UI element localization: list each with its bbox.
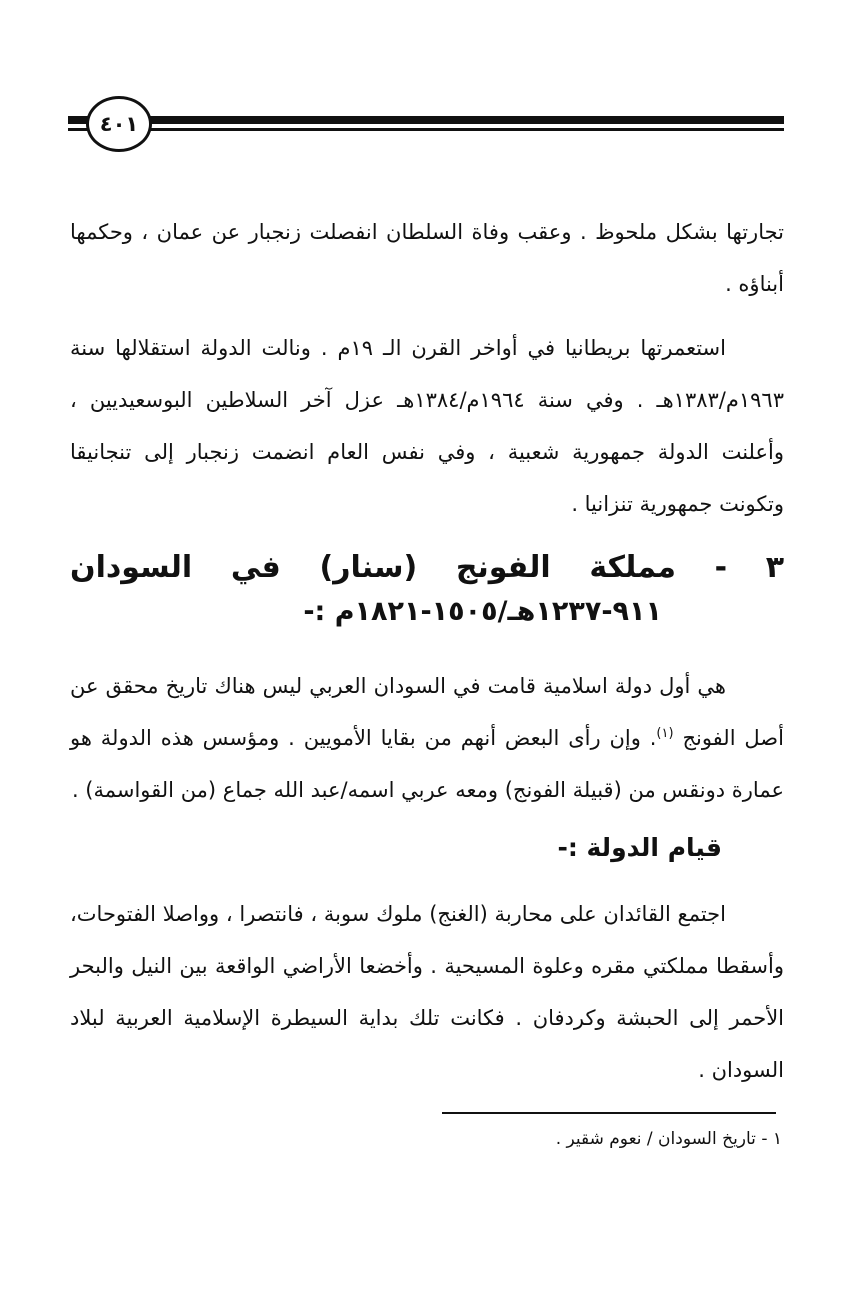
subsection-title: قيام الدولة :-: [557, 833, 722, 862]
page-number: ٤٠١: [86, 96, 152, 152]
footnote: ١ - تاريخ السودان / نعوم شقير .: [555, 1129, 782, 1149]
paragraph-text: اجتمع القائدان على محاربة (الغنج) ملوك سوبة ، فانتصرا ، وواصلا الفتوحات، وأسقطا مملكتي مقره وعلوة المسيحية . وأخضعا الأراضي الواقعة بين النيل والبحر الأحمر إلى الحبشة وكردفان . فكانت تلك بداية السيطرة الإسلامية العربية لبلاد السودان .: [70, 902, 784, 1082]
paragraph-zanzibar-independence: [70, 322, 784, 530]
paragraph-zanzibar-trade: تجارتها بشكل ملحوظ . وعقب وفاة السلطان انفصلت زنجبار عن عمان ، وحكمها أبناؤه .: [70, 220, 784, 296]
paragraph-text-after-ref: . وإن رأى البعض أنهم من بقايا الأمويين . ومؤسس هذه الدولة هو عمارة دونقس من (قبيلة الفونج) ومعه عربي اسمه/عبد الله جماع (من القواسمة) .: [70, 726, 784, 802]
footnote-reference: (١): [656, 726, 674, 741]
paragraph-funj-origin: [70, 660, 784, 816]
header-thin-rule: [68, 128, 784, 131]
header-thick-rule: [68, 116, 784, 124]
paragraph-funj-conquests: [70, 888, 784, 1096]
paragraph-text-before-ref: هي أول دولة اسلامية قامت في السودان العربي ليس هناك تاريخ محقق عن أصل الفونج: [70, 674, 784, 750]
paragraph-text: استعمرتها بريطانيا في أواخر القرن الـ ١٩م . ونالت الدولة استقلالها سنة ١٩٦٣م/١٣٨٣هـ . وفي سنة ١٩٦٤م/١٣٨٤هـ عزل آخر السلاطين البوسعيديين ، وأعلنت الدولة جمهورية شعبية ، وفي نفس العام انضمت زنجبار إلى تنجانيقا وتكونت جمهورية تنزانيا .: [70, 336, 784, 516]
section-title: ٣ - مملكة الفونج (سنار) في السودان: [70, 550, 784, 585]
footnote-divider: [442, 1112, 776, 1114]
page-header: [68, 92, 784, 162]
section-dates: ٩١١-١٢٣٧هـ/١٥٠٥-١٨٢١م :-: [303, 596, 662, 627]
